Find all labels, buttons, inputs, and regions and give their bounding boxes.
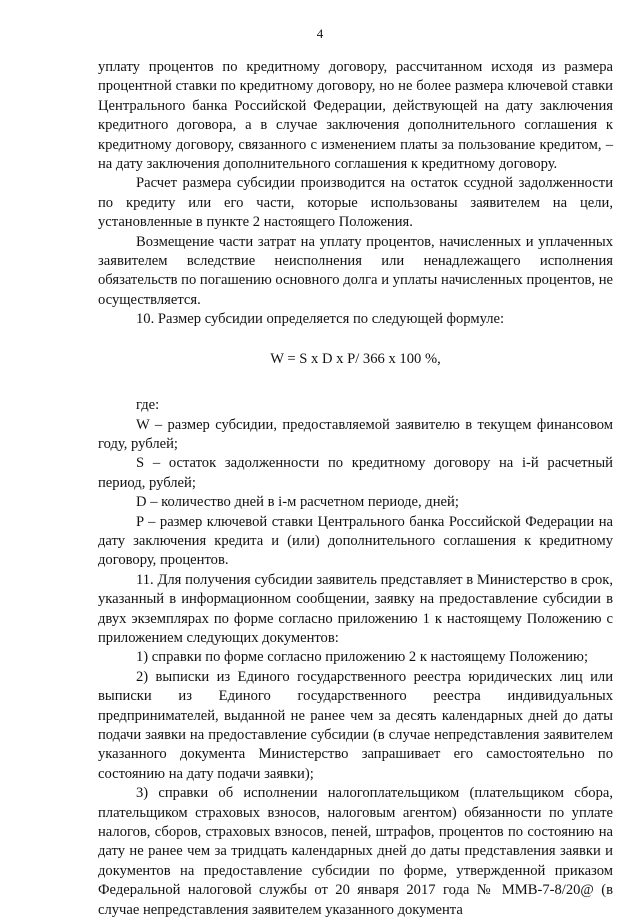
paragraph-10-heading: 10. Размер субсидии определяется по следующей формуле: — [136, 311, 505, 328]
paragraph-interest-payment: уплату процентов по кредитному договору, рассчитанном исходя из размера процентной ставки по кредитному договору, но не более размера ключевой ставки Центрального банка Российской Федерации, действующей на дату заключения кредитного договора, а в случае заключения дополнительного соглашения к кредитному договору, связанного с изменением платы за пользование кредитом, – на дату заключения дополнительного соглашения к кредитному договору. — [98, 59, 613, 173]
definition-s: S – остаток задолженности по кредитному договору на i-й расчетный период, рублей; — [98, 455, 613, 491]
page-number: 4 — [316, 26, 324, 41]
list-item-2: 2) выписки из Единого государственного реестра юридических лиц или выписки из Единого государственного реестра индивидуальных предпринимателей, выданной не ранее чем за десять календарных дней до даты подачи заявки на предоставление субсидии (в случае непредставления заявителем указанного документа Министерство запрашивает его самостоятельно по состоянию на дату подачи заявки); — [98, 668, 613, 782]
paragraph-calculation-basis: Расчет размера субсидии производится на остаток ссудной задолженности по кредиту или его части, которые использованы заявителем на цели, установленные в пункте 2 настоящего Положения. — [98, 175, 613, 231]
subsidy-formula: W = S x D x P/ 366 x 100 %, — [270, 350, 441, 367]
list-item-1: 1) справки по форме согласно приложению 2 к настоящему Положению; — [136, 649, 588, 666]
paragraph-reimbursement-exclusion: Возмещение части затрат на уплату процентов, начисленных и уплаченных заявителем вследствие неисполнения или ненадлежащего исполнения обязательств по погашению основного долга и уплаты начисленных процентов, не осуществляется. — [98, 233, 613, 308]
where-label: где: — [136, 397, 160, 414]
definition-w: W – размер субсидии, предоставляемой заявителю в текущем финансовом году, рублей; — [98, 416, 613, 452]
definition-p: P – размер ключевой ставки Центрального банка Российской Федерации на дату заключения кредита и (или) дополнительного соглашения к кредитному договору, процентов. — [98, 513, 613, 569]
list-item-3: 3) справки об исполнении налогоплательщиком (плательщиком сбора, плательщиком страховых взносов, налоговым агентом) обязанности по уплате налогов, сборов, страховых взносов, пеней, штрафов, процентов по состоянию на дату не ранее чем за тридцать календарных дней до даты представления заявки и документов на предоставление субсидии по форме, утвержденной приказом Федеральной налоговой службы от 20 января 2017 года № ММВ-7-8/20@ (в случае непредставления заявителем указанного документа — [98, 785, 613, 918]
paragraph-11: 11. Для получения субсидии заявитель представляет в Министерство в срок, указанный в информационном сообщении, заявку на предоставление субсидии в двух экземплярах по форме согласно приложению 1 к настоящему Положению с приложением следующих документов: — [98, 571, 613, 646]
definition-d: D – количество дней в i-м расчетном периоде, дней; — [136, 494, 459, 511]
document-body — [98, 58, 613, 920]
